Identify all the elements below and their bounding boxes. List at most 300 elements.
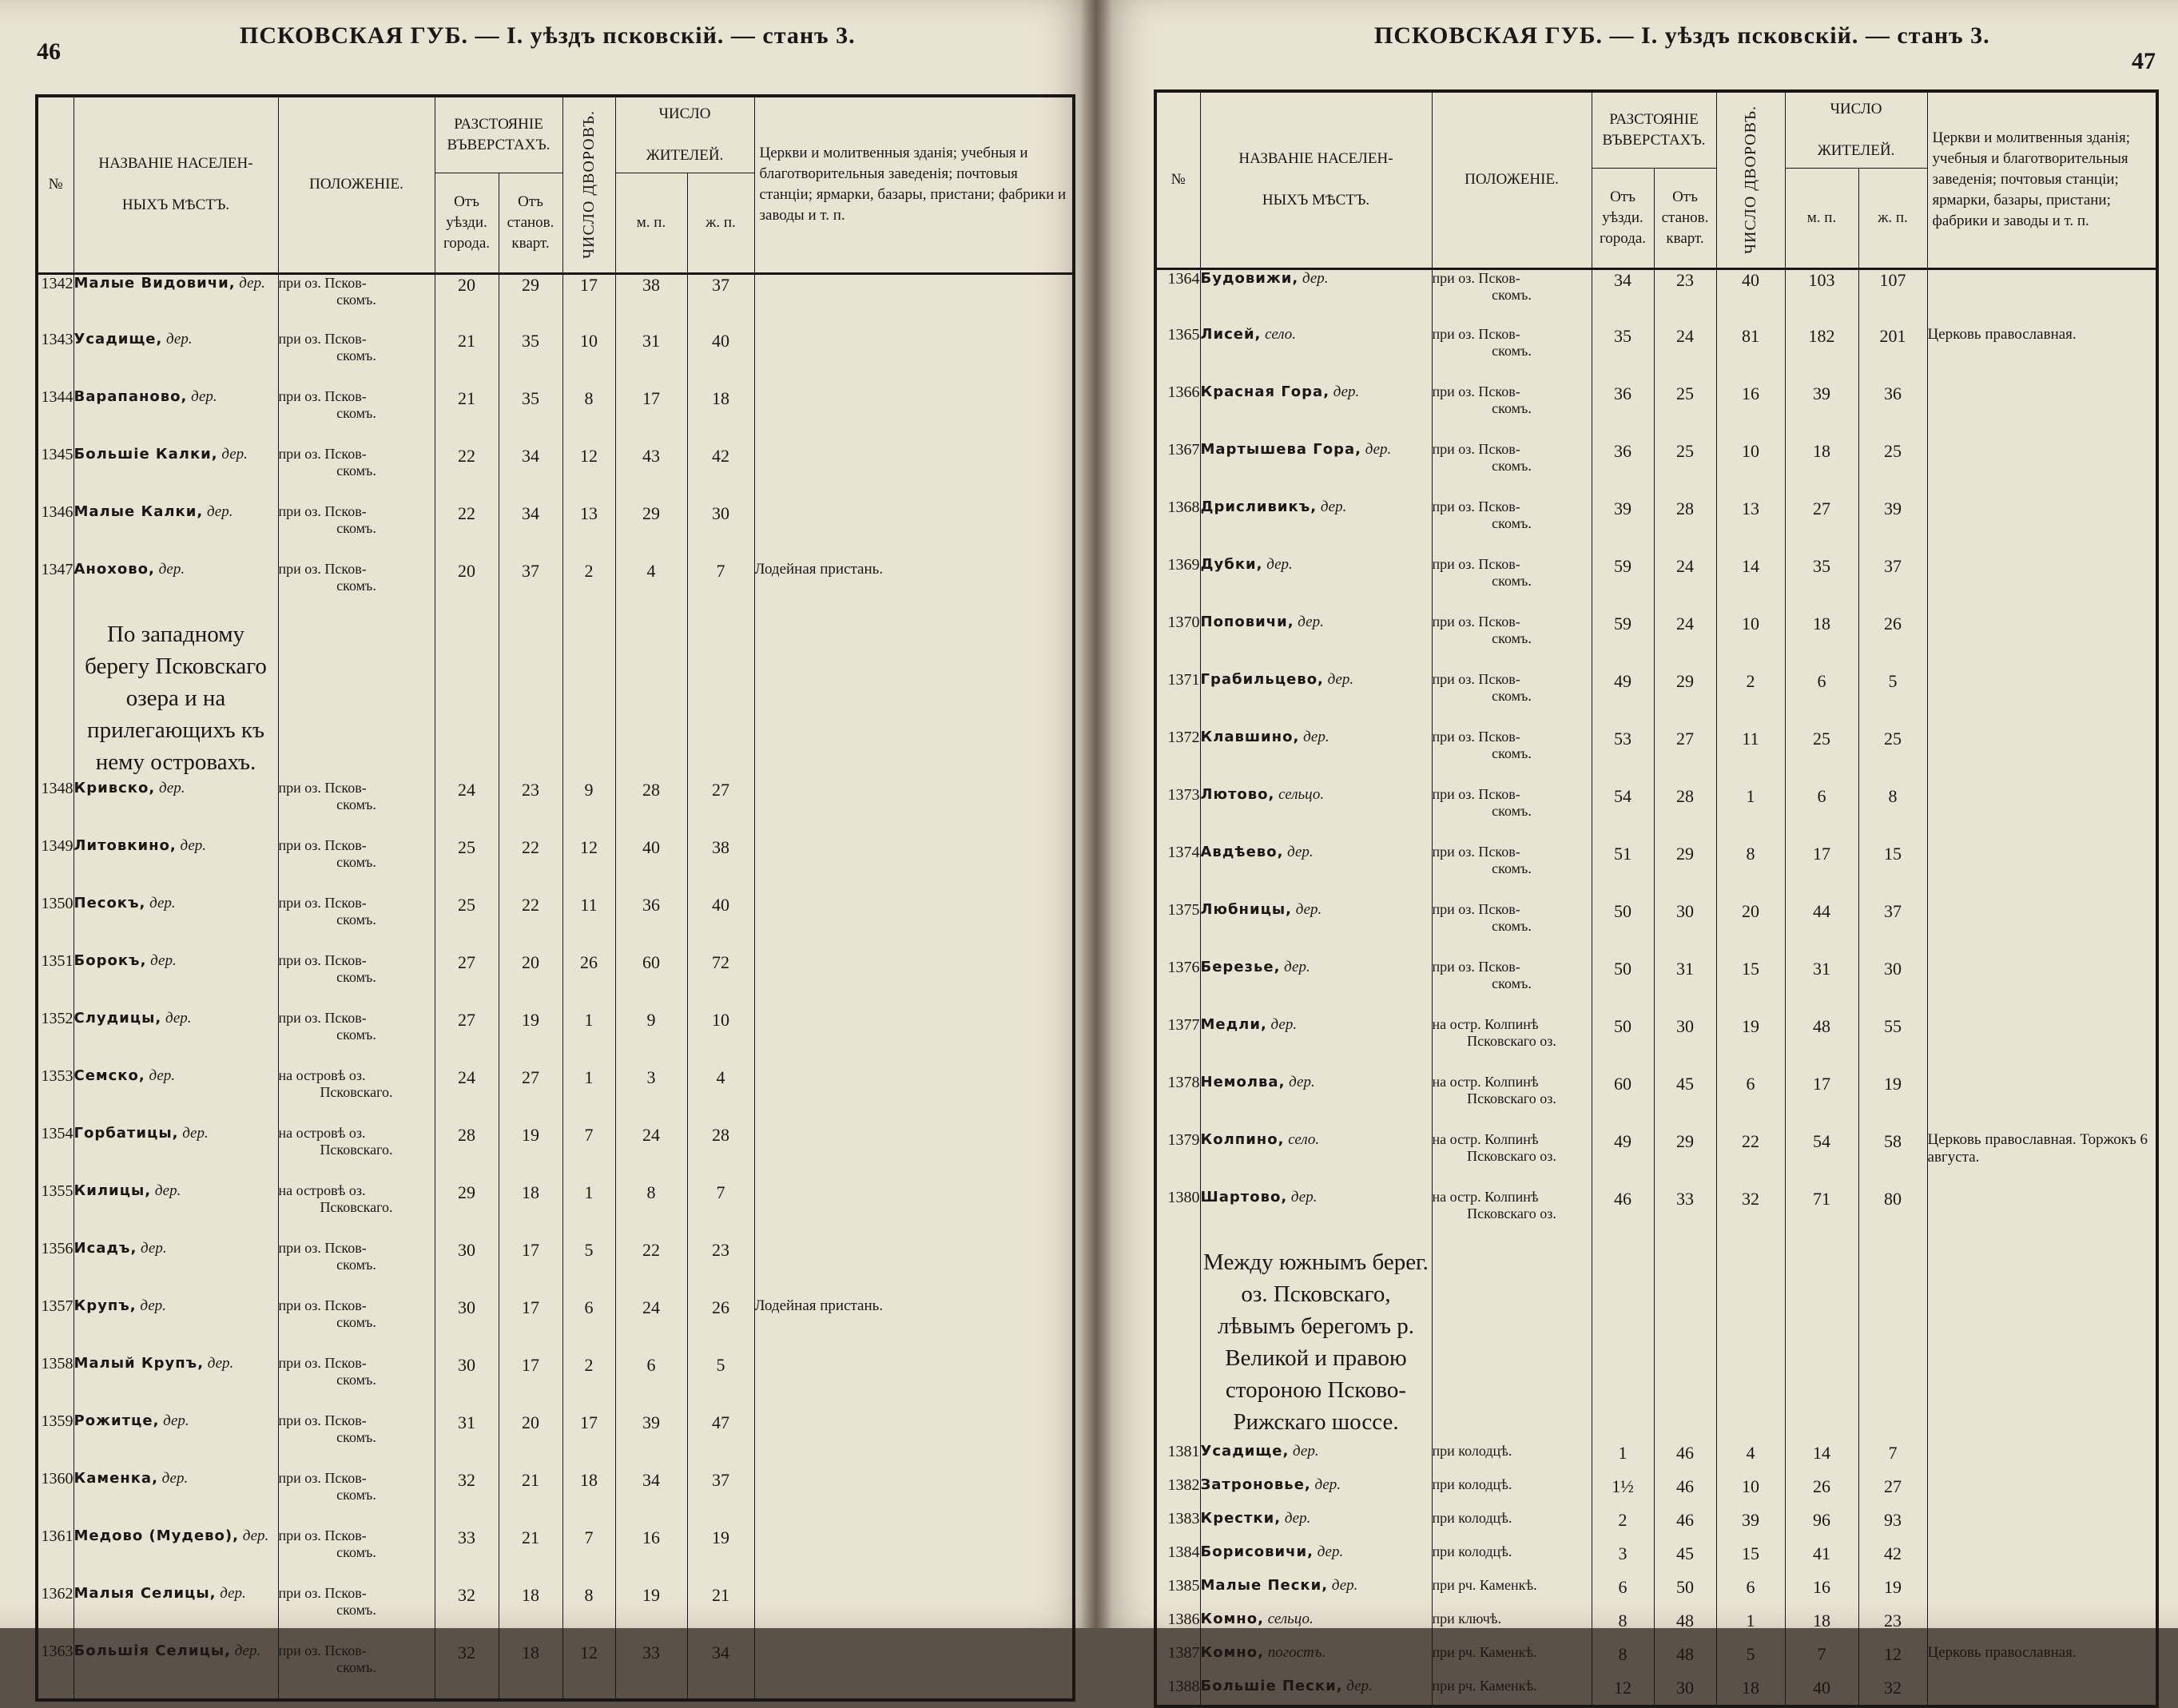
place-name-cell (74, 388, 278, 446)
male-count: 60 (615, 952, 687, 1010)
position-line-1: при оз. Псков- (278, 1297, 367, 1313)
female-count: 7 (687, 561, 754, 618)
female-count: 7 (687, 1182, 754, 1240)
distance-stan: 33 (1654, 1189, 1716, 1246)
table-row (1155, 441, 2157, 498)
female-count: 15 (1858, 844, 1927, 901)
male-count: 3 (615, 1067, 687, 1125)
row-number: 1379 (1155, 1131, 1200, 1189)
yards-count: 18 (1716, 1673, 1785, 1706)
male-count: 31 (615, 331, 687, 388)
yards-count: 1 (562, 1067, 615, 1125)
table-row (37, 1010, 1074, 1067)
position-line-2: скомъ. (336, 1372, 376, 1388)
distance-city: 60 (1592, 1074, 1654, 1131)
notes-cell (754, 503, 1074, 561)
position-line-1: при оз. Псков- (278, 1412, 367, 1428)
distance-stan: 21 (499, 1527, 562, 1585)
place-kind: дер. (161, 1010, 192, 1027)
place-name-cell (74, 503, 278, 561)
position-line-1: при оз. Псков- (1432, 556, 1520, 572)
male-count: 22 (615, 1240, 687, 1297)
yards-count: 40 (1716, 268, 1785, 326)
place-kind: село. (1261, 326, 1297, 343)
place-name-cell (1200, 326, 1432, 383)
place-name: Поповичи, (1200, 614, 1294, 630)
place-name: Варапаново, (74, 388, 188, 405)
position-line-1: на островѣ оз. (278, 1182, 366, 1198)
female-count: 37 (687, 273, 754, 331)
position-cell (278, 1355, 435, 1412)
yards-count: 39 (1716, 1505, 1785, 1539)
position-line-2: скомъ. (336, 405, 376, 421)
distance-stan: 28 (1654, 498, 1716, 556)
table-row (37, 780, 1074, 837)
position-line-1: при оз. Псков- (278, 1470, 367, 1486)
notes-cell: Лодейная пристань. (754, 561, 1074, 618)
female-count: 27 (1858, 1472, 1927, 1505)
male-count: 28 (615, 780, 687, 837)
male-count: 33 (615, 1642, 687, 1700)
row-number: 1373 (1155, 786, 1200, 844)
notes-cell (1927, 729, 2157, 786)
position-cell (1432, 268, 1592, 326)
row-number: 1360 (37, 1470, 74, 1527)
male-count: 39 (1785, 383, 1858, 441)
section-spacer (1716, 1246, 1785, 1438)
yards-count: 11 (562, 895, 615, 952)
row-number: 1368 (1155, 498, 1200, 556)
distance-stan: 46 (1654, 1505, 1716, 1539)
row-number: 1385 (1155, 1572, 1200, 1606)
yards-count: 16 (1716, 383, 1785, 441)
register-table-left (35, 94, 1075, 1702)
table-row (37, 952, 1074, 1010)
notes-cell: Церковь православная. Торжокъ 6 августа. (1927, 1131, 2157, 1189)
header-number: № (1155, 91, 1200, 268)
position-line-1: при рч. Каменкѣ. (1432, 1577, 1537, 1593)
yards-count: 10 (1716, 1472, 1785, 1505)
male-count: 39 (615, 1412, 687, 1470)
place-name: Малыя Селицы, (74, 1585, 217, 1602)
position-line-2: скомъ. (336, 578, 376, 594)
register-table-right (1154, 89, 2159, 1708)
female-count: 93 (1858, 1505, 1927, 1539)
place-kind: дер. (178, 1125, 209, 1142)
distance-stan: 25 (1654, 383, 1716, 441)
distance-stan: 34 (499, 446, 562, 503)
table-row (37, 1297, 1074, 1355)
place-name: Шартово, (1200, 1189, 1288, 1206)
place-name: Литовкино, (74, 837, 177, 854)
notes-cell (754, 1355, 1074, 1412)
distance-stan: 50 (1654, 1572, 1716, 1606)
place-name: Крестки, (1200, 1510, 1282, 1527)
place-kind: дер. (216, 1585, 246, 1602)
header-dist-city: Отъ уѣзди. города. (1592, 168, 1654, 268)
female-count: 18 (687, 388, 754, 446)
position-cell (278, 561, 435, 618)
female-count: 58 (1858, 1131, 1927, 1189)
female-count: 19 (687, 1527, 754, 1585)
place-name: Борисовичи, (1200, 1543, 1314, 1560)
yards-count: 15 (1716, 1539, 1785, 1572)
distance-stan: 20 (499, 952, 562, 1010)
notes-cell (754, 446, 1074, 503)
table-row (1155, 1539, 2157, 1572)
yards-count: 12 (562, 837, 615, 895)
table-row (1155, 1673, 2157, 1706)
place-kind: дер. (151, 1182, 181, 1199)
position-cell (278, 952, 435, 1010)
table-row (37, 1240, 1074, 1297)
position-line-2: скомъ. (336, 1602, 376, 1618)
notes-cell (1927, 1472, 2157, 1505)
distance-city: 51 (1592, 844, 1654, 901)
female-count: 19 (1858, 1572, 1927, 1606)
female-count: 5 (1858, 671, 1927, 729)
place-name-cell (1200, 614, 1432, 671)
notes-cell (1927, 1074, 2157, 1131)
place-kind: дер. (1323, 671, 1354, 688)
place-kind: дер. (1285, 1074, 1315, 1090)
position-line-2: Псковскаго оз. (1467, 1148, 1556, 1164)
position-line-2: скомъ. (1492, 573, 1532, 589)
place-kind: дер. (146, 952, 177, 969)
male-count: 24 (615, 1125, 687, 1182)
position-line-2: скомъ. (336, 1027, 376, 1043)
notes-cell (754, 388, 1074, 446)
position-line-1: на остр. Колпинѣ (1432, 1131, 1539, 1147)
table-row (1155, 1438, 2157, 1472)
female-count: 8 (1858, 786, 1927, 844)
row-number: 1343 (37, 331, 74, 388)
position-cell (1432, 1673, 1592, 1706)
position-line-1: на островѣ оз. (278, 1125, 366, 1141)
distance-city: 24 (435, 1067, 499, 1125)
male-count: 35 (1785, 556, 1858, 614)
distance-city: 32 (435, 1585, 499, 1642)
distance-stan: 46 (1654, 1472, 1716, 1505)
position-line-2: скомъ. (1492, 860, 1532, 876)
table-row (37, 1585, 1074, 1642)
male-count: 26 (1785, 1472, 1858, 1505)
distance-city: 22 (435, 503, 499, 561)
place-name: Рожитце, (74, 1412, 160, 1429)
distance-city: 30 (435, 1297, 499, 1355)
place-name: Клавшино, (1200, 729, 1300, 745)
place-kind: погостъ. (1263, 1644, 1326, 1661)
row-number: 1370 (1155, 614, 1200, 671)
distance-city: 50 (1592, 901, 1654, 959)
row-number: 1375 (1155, 901, 1200, 959)
female-count: 38 (687, 837, 754, 895)
place-name-cell (1200, 1639, 1432, 1673)
male-count: 54 (1785, 1131, 1858, 1189)
row-number: 1356 (37, 1240, 74, 1297)
male-count: 182 (1785, 326, 1858, 383)
place-name: Красная Гора, (1200, 383, 1330, 400)
distance-stan: 23 (499, 780, 562, 837)
position-line-1: при рч. Каменкѣ. (1432, 1644, 1537, 1660)
distance-stan: 29 (499, 273, 562, 331)
position-line-2: Псковскаго оз. (1467, 1206, 1556, 1221)
place-name-cell (74, 1355, 278, 1412)
section-heading: Между южнымъ берег. оз. Псковскаго, лѣвымъ берегомъ р. Великой и правою стороною Псково-Рижскаго шоссе. (1200, 1246, 1432, 1438)
table-row (1155, 1074, 2157, 1131)
table-row (1155, 1016, 2157, 1074)
place-name-cell (1200, 1131, 1432, 1189)
position-cell (278, 837, 435, 895)
table-row (37, 503, 1074, 561)
position-cell (278, 1067, 435, 1125)
header-position: ПОЛОЖЕНІЕ. (278, 96, 435, 273)
place-kind: дер. (1281, 1510, 1311, 1527)
distance-city: 32 (435, 1470, 499, 1527)
position-line-1: на остр. Колпинѣ (1432, 1016, 1539, 1032)
distance-stan: 29 (1654, 671, 1716, 729)
position-cell (278, 1182, 435, 1240)
table-row (1155, 383, 2157, 441)
table-row (37, 837, 1074, 895)
place-name-cell (74, 1067, 278, 1125)
table-row (37, 895, 1074, 952)
notes-cell (1927, 614, 2157, 671)
position-line-2: скомъ. (1492, 918, 1532, 934)
table-row (1155, 1189, 2157, 1246)
yards-count: 1 (1716, 1606, 1785, 1639)
distance-stan: 17 (499, 1355, 562, 1412)
notes-cell (1927, 1673, 2157, 1706)
section-spacer (499, 618, 562, 780)
female-count: 12 (1858, 1639, 1927, 1673)
distance-stan: 23 (1654, 268, 1716, 326)
header-name: НАЗВАНІЕ НАСЕЛЕН- НЫХЪ МѢСТЪ. (1200, 91, 1432, 268)
yards-count: 17 (562, 1412, 615, 1470)
notes-cell (754, 1470, 1074, 1527)
male-count: 14 (1785, 1438, 1858, 1472)
position-cell (1432, 729, 1592, 786)
female-count: 28 (687, 1125, 754, 1182)
row-number: 1381 (1155, 1438, 1200, 1472)
header-name: НАЗВАНІЕ НАСЕЛЕН- НЫХЪ МѢСТЪ. (74, 96, 278, 273)
position-cell (1432, 556, 1592, 614)
distance-stan: 24 (1654, 556, 1716, 614)
notes-cell (754, 331, 1074, 388)
table-row (37, 1355, 1074, 1412)
yards-count: 8 (562, 1585, 615, 1642)
place-name: Каменка, (74, 1470, 158, 1487)
table-row (1155, 959, 2157, 1016)
place-kind: дер. (1310, 1476, 1341, 1493)
notes-cell (1927, 383, 2157, 441)
section-row (37, 618, 1074, 780)
notes-cell (1927, 556, 2157, 614)
table-row (37, 1527, 1074, 1585)
table-row (37, 1067, 1074, 1125)
table-row (1155, 671, 2157, 729)
row-number: 1349 (37, 837, 74, 895)
notes-cell (754, 1412, 1074, 1470)
yards-count: 11 (1716, 729, 1785, 786)
position-cell (1432, 498, 1592, 556)
position-line-1: при оз. Псков- (278, 446, 367, 462)
row-number: 1354 (37, 1125, 74, 1182)
position-line-2: скомъ. (1492, 745, 1532, 761)
position-line-1: при оз. Псков- (1432, 614, 1520, 630)
place-name-cell (74, 1527, 278, 1585)
place-name-cell (1200, 959, 1432, 1016)
yards-count: 4 (1716, 1438, 1785, 1472)
position-line-1: при оз. Псков- (278, 780, 367, 796)
place-name: Комно, (1200, 1644, 1264, 1661)
place-name-cell (1200, 671, 1432, 729)
position-line-2: скомъ. (1492, 975, 1532, 991)
section-spacer (1927, 1246, 2157, 1438)
row-number: 1342 (37, 273, 74, 331)
male-count: 6 (1785, 786, 1858, 844)
distance-city: 20 (435, 561, 499, 618)
header-dist-stan: Отъ станов. кварт. (1654, 168, 1716, 268)
position-cell (278, 780, 435, 837)
female-count: 55 (1858, 1016, 1927, 1074)
yards-count: 1 (562, 1182, 615, 1240)
position-cell (278, 331, 435, 388)
row-number: 1378 (1155, 1074, 1200, 1131)
header-notes: Церкви и молитвенныя зданія; учебныя и благотворительныя заведенія; почтовыя станціи; ярмарки, базары, пристани; фабрики и заводы и т. п. (754, 96, 1074, 273)
position-line-2: скомъ. (336, 1544, 376, 1560)
row-number: 1350 (37, 895, 74, 952)
position-line-2: скомъ. (336, 291, 376, 308)
place-name: Грабильцево, (1200, 671, 1324, 688)
distance-stan: 45 (1654, 1539, 1716, 1572)
notes-cell: Лодейная пристань. (754, 1297, 1074, 1355)
place-kind: дер. (1266, 1016, 1298, 1033)
left-page (0, 0, 1096, 1675)
yards-count: 6 (1716, 1572, 1785, 1606)
male-count: 43 (615, 446, 687, 503)
row-number: 1376 (1155, 959, 1200, 1016)
place-name-cell (74, 1125, 278, 1182)
page-number-left: 46 (37, 38, 61, 65)
position-cell (278, 1470, 435, 1527)
table-row (37, 446, 1074, 503)
position-line-1: при оз. Псков- (278, 1642, 367, 1658)
place-name-cell (74, 895, 278, 952)
running-head-left: ПСКОВСКАЯ ГУБ. — I. уѣздъ псковскій. — станъ 3. (240, 22, 856, 49)
section-spacer (562, 618, 615, 780)
table-row (1155, 1131, 2157, 1189)
female-count: 36 (1858, 383, 1927, 441)
place-name: Исадъ, (74, 1240, 137, 1257)
place-name-cell (74, 837, 278, 895)
position-line-1: при оз. Псков- (1432, 383, 1520, 399)
row-number: 1374 (1155, 844, 1200, 901)
distance-city: 53 (1592, 729, 1654, 786)
distance-stan: 21 (499, 1470, 562, 1527)
place-name: Большія Селицы, (74, 1642, 231, 1659)
male-count: 24 (615, 1297, 687, 1355)
table-row (37, 561, 1074, 618)
place-name: Борокъ, (74, 952, 147, 969)
position-line-1: на остр. Колпинѣ (1432, 1074, 1539, 1090)
male-count: 40 (615, 837, 687, 895)
place-kind: дер. (1329, 383, 1360, 400)
position-line-2: скомъ. (336, 520, 376, 536)
place-kind: дер. (1298, 269, 1329, 287)
section-heading: По западному берегу Псковскаго озера и на прилегающихъ къ нему островахъ. (74, 618, 278, 780)
place-kind: дер. (1292, 901, 1322, 918)
place-name-cell (1200, 1606, 1432, 1639)
male-count: 31 (1785, 959, 1858, 1016)
notes-cell (1927, 1572, 2157, 1606)
place-name: Затроновье, (1200, 1476, 1311, 1493)
male-count: 8 (615, 1182, 687, 1240)
position-line-1: при оз. Псков- (1432, 326, 1520, 342)
place-kind: дер. (1280, 959, 1310, 975)
row-number: 1388 (1155, 1673, 1200, 1706)
section-spacer (1654, 1246, 1716, 1438)
distance-city: 25 (435, 895, 499, 952)
distance-city: 29 (435, 1182, 499, 1240)
position-line-2: скомъ. (336, 912, 376, 927)
section-spacer (278, 618, 435, 780)
table-row (1155, 1472, 2157, 1505)
section-row (1155, 1246, 2157, 1438)
position-line-1: на остр. Колпинѣ (1432, 1189, 1539, 1205)
distance-city: 21 (435, 331, 499, 388)
place-kind: дер. (1294, 614, 1324, 630)
place-name-cell (74, 1182, 278, 1240)
place-kind: село. (1284, 1131, 1320, 1148)
distance-stan: 17 (499, 1240, 562, 1297)
place-name-cell (74, 561, 278, 618)
section-spacer (1592, 1246, 1654, 1438)
table-row (37, 1125, 1074, 1182)
place-kind: дер. (157, 1470, 189, 1487)
position-line-2: скомъ. (336, 854, 376, 870)
place-name-cell (1200, 1074, 1432, 1131)
place-name-cell (1200, 268, 1432, 326)
distance-stan: 30 (1654, 901, 1716, 959)
notes-cell (754, 1182, 1074, 1240)
place-kind: дер. (1289, 1443, 1319, 1460)
yards-count: 32 (1716, 1189, 1785, 1246)
yards-count: 8 (562, 388, 615, 446)
place-kind: дер. (176, 837, 207, 854)
position-line-1: при оз. Псков- (278, 388, 367, 404)
place-name-cell (74, 446, 278, 503)
position-cell (1432, 1472, 1592, 1505)
place-name: Песокъ, (74, 895, 146, 912)
notes-cell (754, 1010, 1074, 1067)
place-kind: дер. (204, 1355, 234, 1372)
male-count: 71 (1785, 1189, 1858, 1246)
male-count: 18 (1785, 1606, 1858, 1639)
distance-stan: 19 (499, 1010, 562, 1067)
male-count: 18 (1785, 441, 1858, 498)
male-count: 25 (1785, 729, 1858, 786)
position-line-2: скомъ. (1492, 515, 1532, 531)
row-number: 1365 (1155, 326, 1200, 383)
place-name: Комно, (1200, 1611, 1264, 1627)
distance-city: 31 (435, 1412, 499, 1470)
row-number: 1384 (1155, 1539, 1200, 1572)
place-name: Семско, (74, 1067, 145, 1084)
position-line-1: при оз. Псков- (1432, 844, 1520, 860)
place-name: Колпино, (1200, 1131, 1285, 1148)
male-count: 9 (615, 1010, 687, 1067)
